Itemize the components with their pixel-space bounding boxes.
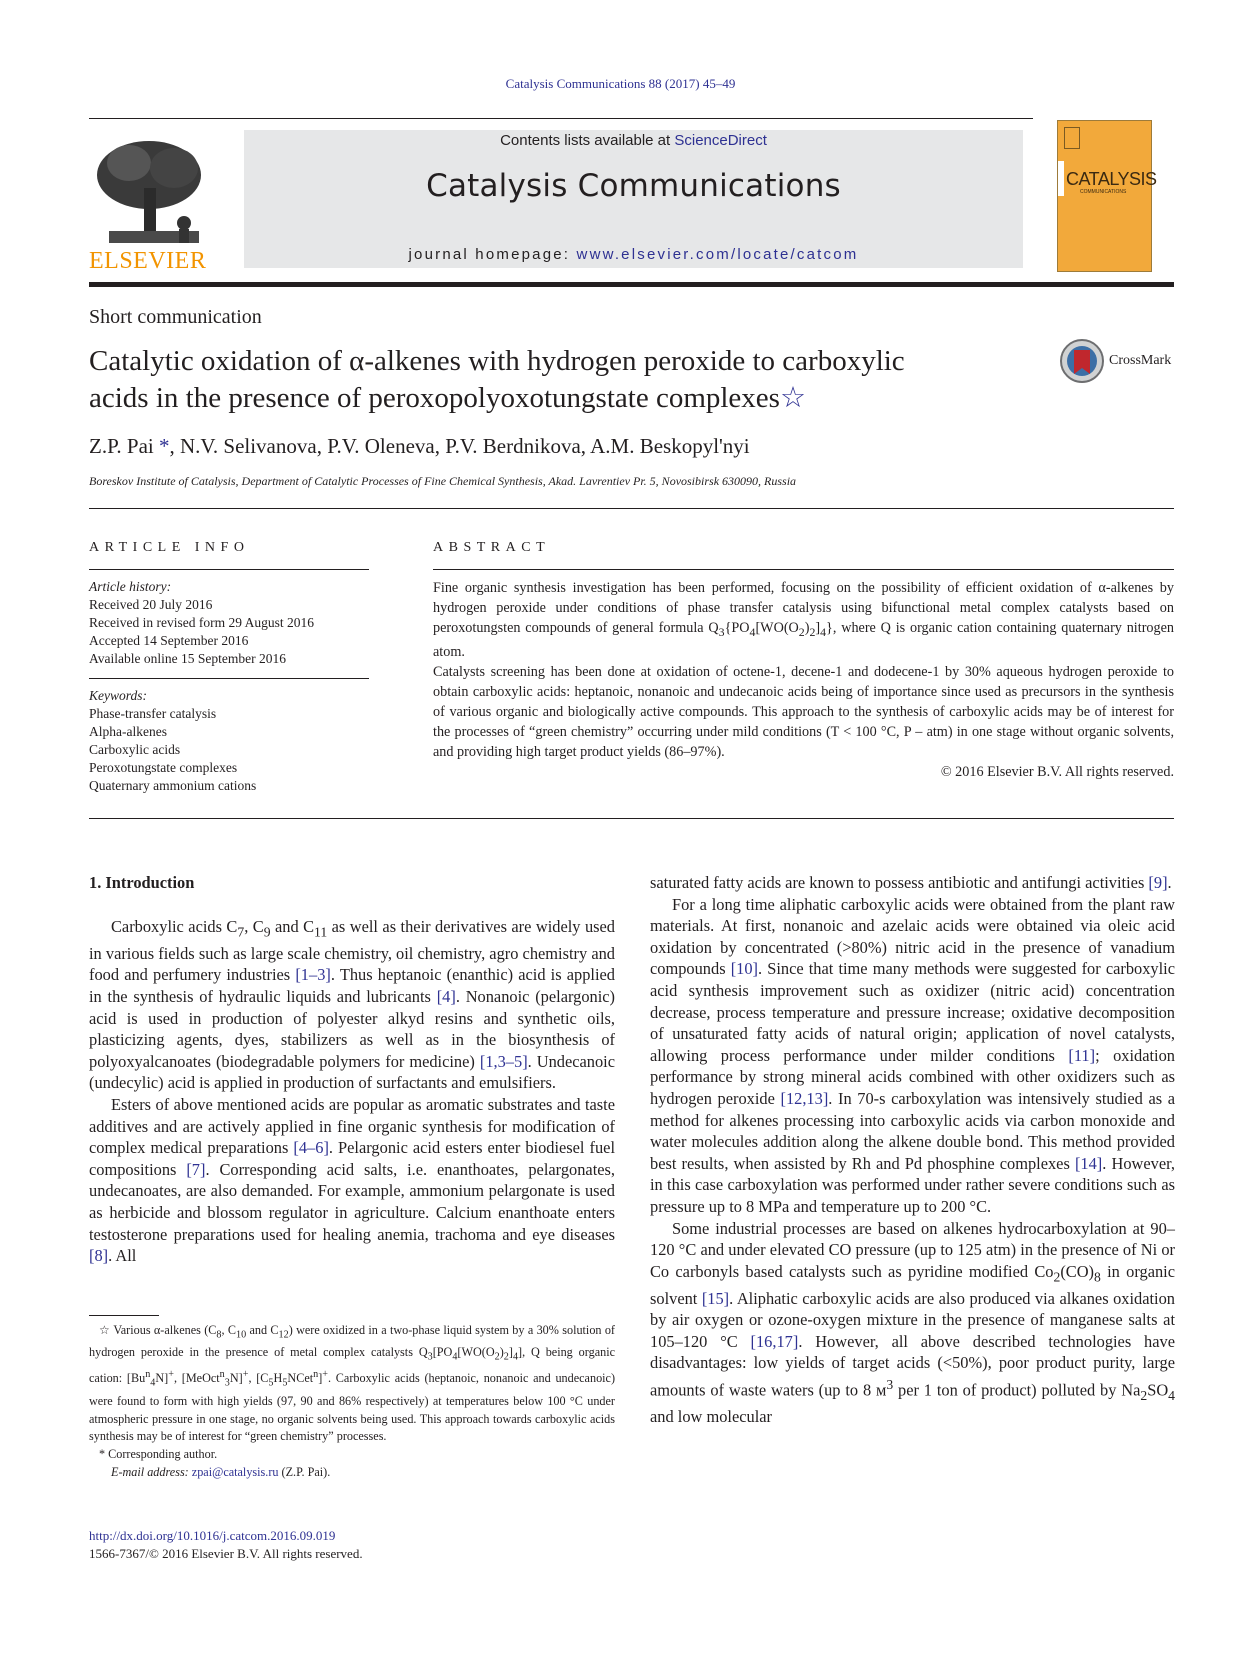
email-footnote: E-mail address: zpai@catalysis.ru (Z.P. Pai). (111, 1464, 331, 1479)
footnotes (89, 1322, 615, 1482)
body-paragraph: Esters of above mentioned acids are popular as aromatic substrates and taste additives and are actively applied in fine organic synthesis for modification of complex medical preparations [4–6]. Pelargonic acid esters enter biodiesel fuel compositions [7]. Corresponding acid salts, i.e. enanthoates, pelargonates, undecanoates, are also demanded. For example, ammonium pelargonate is used as herbicide and blossom regulator in agriculture. Calcium enanthoate enters testosterone preparations used for healing anemia, trachoma and eye diseases [8]. All (89, 1095, 615, 1266)
contents-line (244, 132, 1023, 149)
journal-banner (244, 130, 1023, 268)
affiliation: Boreskov Institute of Catalysis, Department of Catalytic Processes of Fine Chemical Synthesis, Akad. Lavrentiev Pr. 5, Novosibirsk 630090, Russia (89, 474, 797, 488)
body-column-right (650, 872, 1175, 1428)
abstract-copyright: © 2016 Elsevier B.V. All rights reserved. (940, 763, 1174, 780)
authors-rest: , N.V. Selivanova, P.V. Oleneva, P.V. Berdnikova, A.M. Beskopyl'nyi (169, 434, 750, 458)
citation-link[interactable]: [11] (1068, 1045, 1096, 1065)
citation-link[interactable]: [1–3] (295, 965, 331, 985)
email-link[interactable]: zpai@catalysis.ru (191, 1464, 279, 1479)
author-list (89, 434, 750, 459)
author-first: Z.P. Pai (89, 434, 154, 458)
crossmark-badge[interactable] (1059, 338, 1171, 384)
section-heading-introduction: 1. Introduction (89, 873, 195, 892)
article-footer (89, 1527, 363, 1563)
title-bottom-rule (89, 508, 1174, 509)
citation-link[interactable]: [15] (701, 1288, 730, 1308)
homepage-line (244, 246, 1023, 263)
title-line-1: Catalytic oxidation of α-alkenes with hydrogen peroxide to carboxylic (89, 345, 905, 377)
elsevier-wordmark: ELSEVIER (89, 248, 207, 274)
article-title (89, 343, 989, 417)
keyword: Quaternary ammonium cations (89, 778, 257, 793)
contents-prefix: Contents lists available at (500, 132, 675, 149)
cover-logo-icon (1064, 127, 1080, 149)
history-item: Available online 15 September 2016 (89, 651, 286, 666)
abstract-paragraph-1: Fine organic synthesis investigation has been performed, focusing on the possibility of efficient oxidation of α-alkenes by hydrogen peroxide under conditions of phase transfer catalysis using bifunctional metal complex catalysts based on peroxotungsten compounds of general formula $Q_3\{PO_4[WO(O_2)_2]_4\}$, where Q is organic cation containing quaternary nitrogen atom. (433, 580, 1174, 660)
journal-cover[interactable] (1057, 120, 1157, 272)
citation-link[interactable]: [8] (89, 1246, 109, 1266)
keywords-label: Keywords: (89, 688, 147, 703)
history-item: Accepted 14 September 2016 (89, 633, 249, 648)
citation-link[interactable]: [10] (730, 959, 759, 979)
keyword: Alpha-alkenes (89, 724, 167, 739)
abstract-paragraph-2: Catalysts screening has been done at oxidation of octene-1, decene-1 and dodecene-1 by 30% aqueous hydrogen peroxide to obtain carboxylic acids: heptanoic, nonanoic and undecanoic acids being of importance since used as precursors in the synthesis of various organic and biologically active compounds. This approach to the synthesis of carboxylic acids may be of interest for the processes of “green chemistry” occurring under mild conditions (T < 100 °C, P – atm) in one stage without organic solvents, and providing high target product yields (86–97%). (433, 663, 1174, 760)
citation-link[interactable]: [4–6] (293, 1138, 329, 1158)
sciencedirect-link[interactable]: ScienceDirect (674, 132, 767, 149)
corresponding-footnote: * Corresponding author. (99, 1447, 218, 1462)
cover-subtitle: COMMUNICATIONS (1080, 189, 1127, 195)
journal-name: Catalysis Communications (426, 168, 841, 204)
citation-link[interactable]: [7] (186, 1159, 206, 1179)
title-footnote: ☆ Various α-alkenes ($C_8$, $C_{10}$ and $C_{12}$) were oxidized in a two-phase liquid system by a 30% solution of hydrogen peroxide in the presence of metal complex catalysts $Q_3[PO_4[WO(O_2)_2]_4]$, Q being organic cation: $[Bu^n_4N]^+$, [MeOct$^n_3$N]+, $[C_5H_5NCet^n]^+$. Carboxylic acids (heptanoic, nonanoic and undecanoic) were found to form with high yields (97, 90 and 86% respectively) at temperatures below 100 °C under atmospheric pressure in one stage, no organic solvents being used. This approach towards carboxylic acids synthesis may be of interest for “green chemistry” processes. (89, 1323, 616, 1444)
body-paragraph: For a long time aliphatic carboxylic acids were obtained from the plant raw materials. At first, nonanoic and azelaic acids were obtained via oleic acid oxidation by concentrated (>80%) nitric acid in the presence of vanadium compounds [10]. Since that time many methods were suggested for carboxylic acid synthesis improvement such as oxidizer (nitric acid) concentration decrease, process temperature and pressure increase; oxidative decomposition of unsaturated fatty acids of natural origin; application of novel catalysts, allowing process performance under milder conditions [11]; oxidation performance by strong mineral acids combined with other oxidizers such as hydrogen peroxide [12,13]. In 70-s carboxylation was intensively studied as a method for alkenes processing into carboxylic acids via carbon monoxide and water molecules addition along the alkene double bond. This method provided best results, when assisted by Rh and Pd phosphine complexes [14]. However, in this case carboxylation was performed under rather severe conditions such as pressure up to 8 MPa and temperature up to 200 °C. (650, 894, 1175, 1216)
citation-link[interactable]: [14] (1074, 1153, 1103, 1173)
article-type: Short communication (89, 306, 262, 328)
citation-link[interactable]: [1,3–5] (479, 1051, 528, 1071)
footnote-rule (89, 1315, 159, 1316)
footnote-star: ☆ (99, 1323, 111, 1337)
crossmark-label: CrossMark (1109, 353, 1172, 368)
body-paragraph: saturated fatty acids are known to possess antibiotic and antifungi activities [9]. (650, 873, 1172, 892)
corresponding-mark[interactable]: * (159, 434, 170, 458)
header-thick-rule (89, 282, 1174, 287)
body-paragraph: Carboxylic acids $C_7$, $C_9$ and $C_{11}$ as well as their derivatives are widely used in various fields such as large scale chemistry, oil chemistry, agro chemistry and food and perfumery industries [1–3]. Thus heptanoic (enanthic) acid is applied in the synthesis of hydraulic liquids and lubricants [4]. Nonanoic (pelargonic) acid is used in production of polyester alkyd resins and synthetic oils, plasticizing agents, dyes, stabilizers as well as in the biosynthesis of polyoxyalcanoates (biodegradable polymers for medicine) [1,3–5]. Undecanoic (undecylic) acid is applied in production of surfactants and emulsifiers. (89, 917, 616, 1093)
title-footnote-mark[interactable]: ☆ (779, 382, 806, 414)
abstract-rule (433, 569, 1174, 570)
keyword: Carboxylic acids (89, 742, 181, 757)
cover-title: CATALYSIS (1066, 169, 1157, 189)
article-info (89, 578, 369, 795)
abstract-heading: ABSTRACT (433, 540, 551, 555)
citation-link[interactable]: [16,17] (750, 1331, 799, 1351)
keywords-rule (89, 678, 369, 679)
history-item: Received 20 July 2016 (89, 597, 213, 612)
journal-citation[interactable]: Catalysis Communications 88 (2017) 45–49 (505, 76, 736, 91)
abstract-bottom-rule (89, 818, 1174, 819)
keyword: Phase-transfer catalysis (89, 706, 217, 721)
keyword: Peroxotungstate complexes (89, 760, 238, 775)
body-column-left (89, 916, 615, 1267)
citation-link[interactable]: [4] (436, 987, 456, 1007)
crossmark-icon (1059, 338, 1105, 384)
header-rule (89, 118, 1033, 119)
title-line-2 (89, 380, 989, 417)
cover-stripe (1058, 161, 1064, 196)
article-info-rule (89, 569, 369, 570)
doi-link[interactable]: http://dx.doi.org/10.1016/j.catcom.2016.09.019 (89, 1528, 336, 1543)
abstract-body (433, 578, 1174, 782)
citation-link[interactable]: [9] (1148, 873, 1168, 892)
homepage-link[interactable]: www.elsevier.com/locate/catcom (576, 246, 859, 263)
citation-link[interactable]: [12,13] (780, 1088, 829, 1108)
body-paragraph: Some industrial processes are based on alkenes hydrocarboxylation at 90–120 °C and under elevated CO pressure (up to 125 atm) in the presence of Ni or Co carbonyls based catalysts such as pyridine modified $Co_2(CO)_8$ in organic solvent [15]. Aliphatic carboxylic acids are also produced via alkanes oxidation by air oxygen or ozone-oxygen mixture in the presence of manganese salts at 105–120 °C [16,17]. However, all above described technologies have disadvantages: low yields of target acids (<50%), poor product purity, large amounts of waste waters (up to 8 $м^3$ per 1 ton of product) polluted by $Na_2SO_4$ and low molecular (650, 1218, 1176, 1427)
history-label: Article history: (89, 579, 172, 594)
title-line-2-text: acids in the presence of peroxopolyoxotungstate complexes (89, 382, 780, 414)
issn-line: 1566-7367/© 2016 Elsevier B.V. All rights reserved. (89, 1546, 363, 1561)
history-item: Received in revised form 29 August 2016 (89, 615, 314, 630)
homepage-prefix: journal homepage: (408, 246, 577, 263)
article-info-heading: ARTICLE INFO (89, 540, 250, 555)
